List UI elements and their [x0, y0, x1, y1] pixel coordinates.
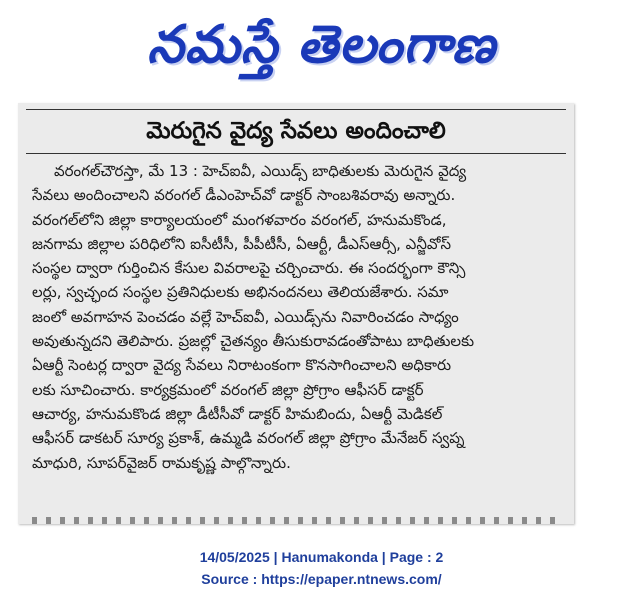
article-clipping: [18, 103, 574, 524]
article-body-line: జనగామ జిల్లాల పరిధిలోని ఐసీటీసీ, పీపీటీసీ, ఏఆర్టీ, డీఎస్ఆర్సీ, ఎన్జీవోస్: [32, 234, 452, 253]
article-body-line: ఆచార్య, హనుమకొండ జిల్లా డీటీసీవో డాక్టర్ హిమబిందు, ఏఆర్టీ మెడికల్: [32, 404, 443, 423]
article-body-line: వరంగల్‌చౌరస్తా, మే 13 : హెచ్ఐవీ, ఎయిడ్స్ బాధితులకు మెరుగైన వైద్య: [54, 162, 467, 180]
article-body-line: సేవలు అందించాలని వరంగల్ డీఎంహెచ్‌వో డాక్టర్ సాంబశివరావు అన్నారు.: [32, 186, 456, 205]
article-body-line: ఏఆర్టీ సెంటర్ల ద్వారా వైద్య సేవలు నిరాటంకంగా కొనసాగించాలని అధికారు: [32, 356, 452, 375]
article-body-line: జంలో అవగాహన పెంచడం వల్లే హెచ్ఐవీ, ఎయిడ్స్‌ను నివారించడం సాధ్యం: [32, 307, 459, 326]
article-body-line: వరంగల్‌లోని జిల్లా కార్యాలయంలో మంగళవారం వరంగల్, హనుమకొండ,: [32, 210, 447, 229]
article-body-line: ఆఫీసర్ డాకటర్ సూర్య ప్రకాశ్, ఉమ్మడి వరంగల్ జిల్లా ప్రోగ్రాం మేనేజర్ స్వప్న: [32, 429, 465, 448]
clipping-date-edition-page: 14/05/2025 | Hanumakonda | Page : 2: [199, 549, 444, 565]
article-body-line: సంస్థల ద్వారా గుర్తించిన కేసుల వివరాలపై చర్చించారు. ఈ సందర్భంగా కౌన్సి: [32, 259, 466, 278]
article-body: [32, 159, 560, 475]
article-headline: మెరుగైన వైద్య సేవలు అందించాలి: [146, 118, 446, 144]
article-body-line: లకు సూచించారు. కార్యక్రమంలో వరంగల్ జిల్లా ప్రోగ్రాం ఆఫీసర్ డాక్టర్: [32, 380, 424, 399]
clipping-cut-edge: [32, 517, 560, 524]
article-body-line: అవుతున్నదని తెలిపారు. ప్రజల్లో చైతన్యం తీసుకురావడంతోపాటు బాధితులకు: [32, 332, 475, 351]
article-body-line: లర్లు, స్వచ్ఛంద సంస్థల ప్రతినిధులకు అభినందనలు తెలియజేశారు. సమా: [32, 283, 449, 302]
clipping-source-url: Source : https://epaper.ntnews.com/: [201, 571, 442, 587]
newspaper-masthead-logo: నమస్తే తెలంగాణ: [147, 15, 496, 75]
article-body-line: మాధురి, సూపర్‌వైజర్ రామకృష్ణ పాల్గొన్నారు.: [32, 453, 291, 472]
headline-top-rule: [26, 109, 566, 110]
headline-bottom-rule: [26, 153, 566, 154]
